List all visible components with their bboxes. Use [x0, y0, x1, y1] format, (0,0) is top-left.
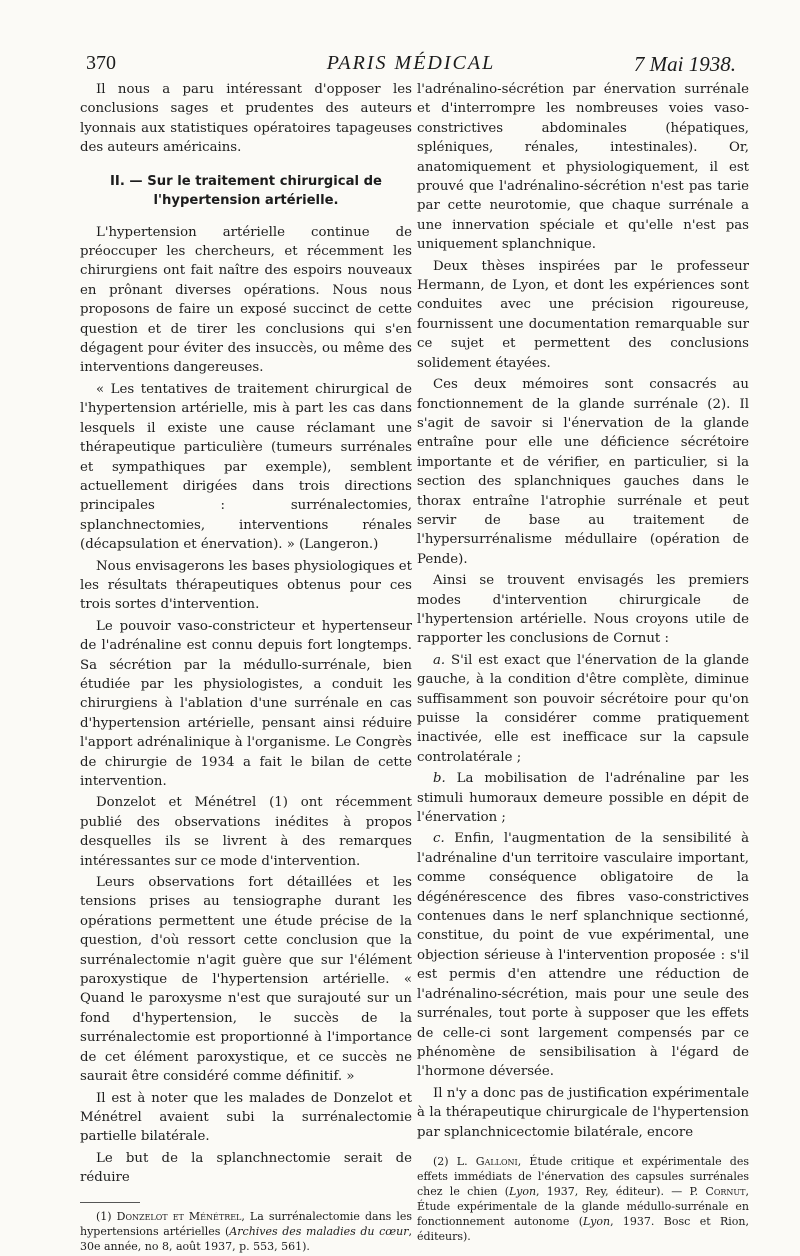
footnote-1: [80, 1209, 412, 1254]
journal-title: PARIS MÉDICAL: [326, 52, 496, 74]
item-text: S'il est exact que l'énervation de la glande gauche, à la condition d'être complète, diminue suffisamment son pouvoir sécrétoire pour qu'on puisse la considérer comme pratiquement inactivée, elle est inefficace sur la capsule controlatérale ;: [417, 652, 749, 765]
item-text: Enfin, l'augmentation de la sensibilité à l'adrénaline d'un territoire vasculaire important, comme conséquence obligatoire de la dégénérescence des fibres vaso-constrictives contenues dans le nerf splanchnique sectionné, constitue, du point de vue expérimental, une objection sérieuse à l'intervention proposée : s'il est permis d'en attendre une réduction de l'adrénalino-sécrétion, mais pour une seule des surrénales, tout porte à supposer que les effets de celle-ci sont largement compensés par ce phénomène de sensibilisation à l'égard de l'hormone déversée.: [417, 831, 749, 1080]
paragraph: l'adrénalino-sécrétion par énervation surrénale et d'interrompre les nombreuses voies vaso-constrictives abdominales (hépatiques, spléniques, rénales, intestinales). Or, anatomiquement et physiologiquement, il est prouvé que l'adrénalino-sécrétion n'est pas tarie par cette neurotomie, que chaque surrénale a une innervation spéciale et qu'elle n'est pas uniquement splanchnique.: [417, 82, 749, 253]
footnote-2: [417, 1154, 749, 1244]
paragraph: Ces deux mémoires sont consacrés au fonctionnement de la glande surrénale (2). Il s'agit de savoir si l'énervation de la glande entraîne pour elle une déficience sécrétoire importante et de vérifier, en particulier, si la section des splanchniques gauches dans le thorax entraîne l'atrophie surrénale et peut servir de base au traitement de l'hypersurrénalisme médullaire (opération de Pende).: [417, 377, 749, 567]
item-label: c.: [433, 831, 445, 847]
footnote-text: , Étude expérimentale de la glande médullo-surrénale en fonctionnement autonome (: [417, 1184, 749, 1228]
paragraph: Il est à noter que les malades de Donzelot et Ménétrel avaient subi la surrénalectomie partielle bilatérale.: [80, 1090, 412, 1145]
item-text: La mobilisation de l'adrénaline par les stimuli humoraux demeure possible en dépit de l'énervation ;: [417, 771, 749, 826]
paragraph-a: [417, 651, 749, 767]
paragraph: « Les tentatives de traitement chirurgical de l'hypertension artérielle, mis à part les cas dans lesquels il existe une cause réclamant une thérapeutique particulière (tumeurs surrénales et sympathiques par exemple), semblent actuellement dirigées dans trois directions principales : surrénalectomies, splanchnectomies, interventions rénales (décapsulation et énervation). » (Langeron.): [80, 381, 412, 553]
issue-date: 7 Mai 1938.: [633, 52, 736, 76]
paragraph: Deux thèses inspirées par le professeur Hermann, de Lyon, et dont les expériences sont conduites avec une précision rigoureuse, fournissent une documentation remarquable sur ce sujet et permettent des conclusions solidement étayées.: [417, 258, 749, 371]
paragraph: Nous envisagerons les bases physiologiques et les résultats thérapeutiques obtenus pour ces trois sortes d'intervention.: [80, 558, 412, 613]
footnote-tail: , 1937, Rey, éditeur). —: [536, 1184, 690, 1198]
footnote-text: , La surrénalectomie dans les hypertensions artérielles (: [80, 1209, 413, 1238]
footnote-author: P. Cornut: [689, 1184, 746, 1198]
footnote-tail: , 30e année, no 8, août 1937, p. 553, 561).: [80, 1224, 412, 1253]
footnote-divider: [80, 1202, 140, 1203]
paragraph-c: [417, 829, 749, 1081]
paragraph: Ainsi se trouvent envisagés les premiers modes d'intervention chirurgicale de l'hypertension artérielle. Nous croyons utile de rapporter les conclusions de Cornut :: [417, 573, 749, 647]
paragraph: L'hypertension artérielle continue de préoccuper les chercheurs, et récemment les chirurgiens ont fait naître des espoirs nouveaux en prônant diverses opérations. Nous nous proposons de faire un exposé succinct de cette question et de tirer les conclusions qui s'en dégagent pour éviter des insuccès, ou même des interventions dangereuses.: [80, 224, 412, 376]
paragraph: Donzelot et Ménétrel (1) ont récemment publié des observations inédites à propos desquelles ils se livrent à des remarques intéressantes sur ce mode d'intervention.: [80, 795, 412, 869]
left-column: [80, 80, 412, 1256]
item-label: b.: [433, 771, 446, 787]
paragraph: Il n'y a donc pas de justification expérimentale à la thérapeutique chirurgicale de l'hypertension par splanchnicectomie bilatérale, encore: [417, 1085, 749, 1140]
section-heading: II. — Sur le traitement chirurgical de l'hypertension artérielle.: [110, 173, 382, 208]
right-column: [417, 80, 749, 1246]
footnote-mark: (1): [96, 1209, 112, 1223]
paragraph: Le but de la splanchnectomie serait de réduire: [80, 1150, 412, 1186]
paragraph-b: [417, 769, 749, 827]
page-header: [86, 52, 736, 82]
paragraph: Leurs observations fort détaillées et les tensions prises au tensiographe durant les opérations permettent une étude précise de la question, d'où ressort cette conclusion que la surrénalectomie n'agit guère que sur l'élément paroxystique de l'hypertension artérielle. « Quand le paroxysme n'est que surajouté sur un fond d'hypertension, le succès de la surrénalectomie est proportionné à l'importance de cet élément paroxystique, et ce succès ne saurait être considéré comme définitif. »: [80, 875, 412, 1085]
paragraph: Le pouvoir vaso-constricteur et hypertenseur de l'adrénaline est connu depuis fort longtemps. Sa sécrétion par la médullo-surrénale, bien étudiée par les physiologistes, a conduit les chirurgiens à l'ablation d'une surrénale en cas d'hypertension artérielle, pensant ainsi réduire l'apport adrénalinique à l'organisme. Le Congrès de chirurgie de 1934 a fait le bilan de cette intervention.: [80, 618, 412, 789]
footnote-place: Lyon: [509, 1184, 537, 1198]
footnote-tail: , 1937. Bosc et Rion, éditeurs).: [417, 1214, 750, 1243]
footnote-authors: Donzelot et Ménétrel: [116, 1209, 242, 1223]
page-number: 370: [86, 52, 116, 74]
footnote-author: L. Galloni: [456, 1154, 518, 1168]
footnote-text: , Étude critique et expérimentale des effets immédiats de l'énervation des capsules surrénales chez le chien (: [417, 1154, 749, 1198]
footnote-mark: (2): [433, 1154, 449, 1168]
paragraph: Il nous a paru intéressant d'opposer les conclusions sages et prudentes des auteurs lyonnais aux statistiques opératoires tapageuses des auteurs américains.: [80, 82, 412, 156]
item-label: a.: [433, 652, 446, 668]
footnote-journal: Archives des maladies du cœur: [229, 1224, 409, 1238]
footnote-place: Lyon: [583, 1214, 611, 1228]
